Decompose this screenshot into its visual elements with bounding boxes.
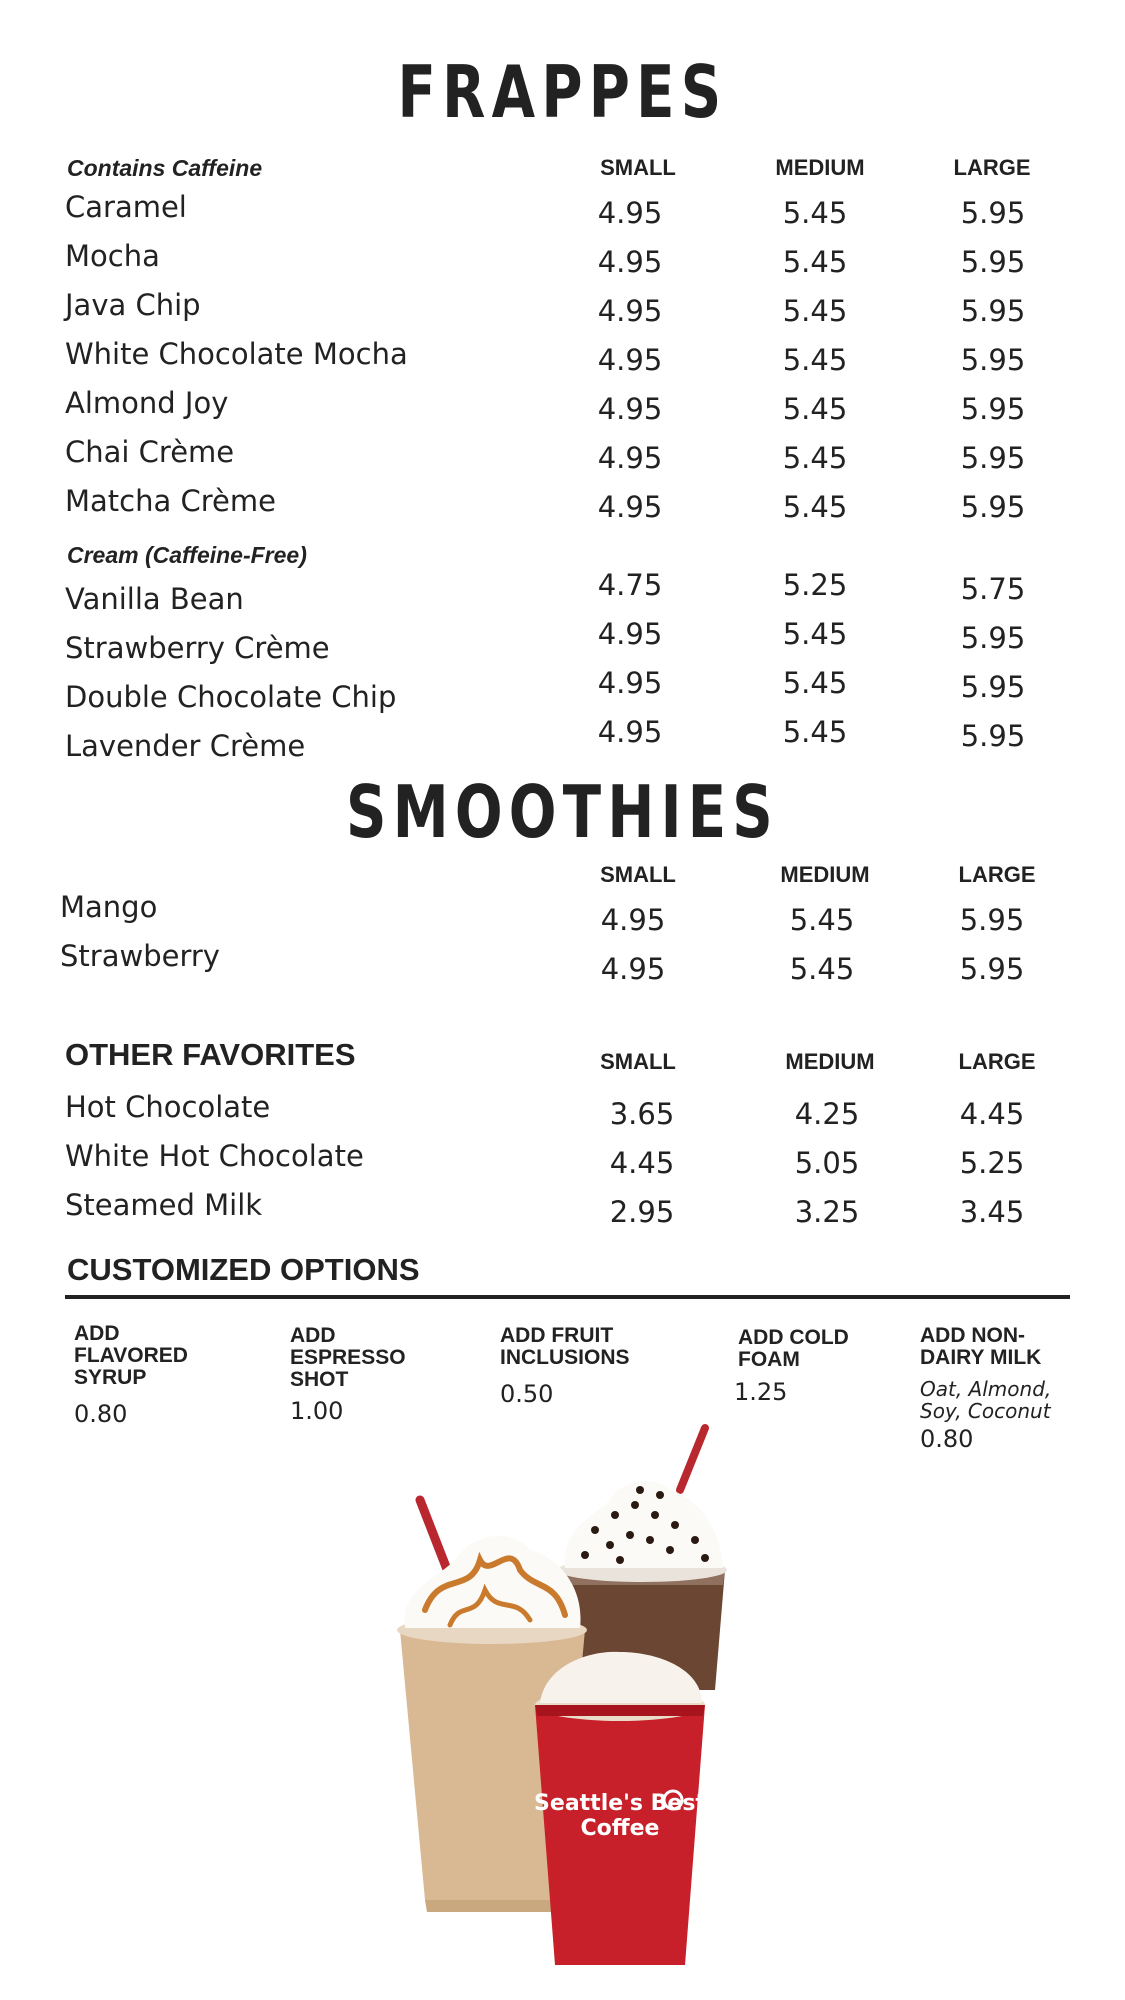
option-label: ADD FLAVORED SYRUP: [74, 1322, 188, 1389]
option-label: ADD COLD FOAM: [738, 1326, 849, 1371]
frappes-title: FRAPPES: [397, 50, 728, 134]
price-small: 4.95: [597, 490, 663, 524]
smoothies-size-medium: MEDIUM: [780, 862, 870, 887]
price-medium: 4.25: [794, 1097, 860, 1131]
price-large: 5.95: [959, 903, 1025, 937]
price-small: 4.95: [597, 441, 663, 475]
price-large: 4.45: [959, 1097, 1025, 1131]
smoothies-size-large: LARGE: [958, 862, 1036, 887]
smoothies-title: SMOOTHIES: [346, 770, 779, 854]
frappes-size-large: LARGE: [953, 155, 1031, 180]
option-price: 0.80: [74, 1400, 128, 1428]
caffeine-group-label: Contains Caffeine: [67, 155, 263, 181]
section-divider: [65, 1295, 1070, 1299]
price-medium: 5.25: [782, 568, 848, 602]
item-name: White Hot Chocolate: [65, 1139, 364, 1173]
other-favorites-title: OTHER FAVORITES: [65, 1037, 356, 1072]
option-label: ADD FRUIT INCLUSIONS: [500, 1324, 630, 1369]
other-size-medium: MEDIUM: [785, 1049, 875, 1074]
option-label: ADD NON- DAIRY MILK: [920, 1324, 1042, 1369]
option-price: 1.25: [734, 1378, 788, 1406]
cream-group-label: Cream (Caffeine-Free): [67, 542, 307, 568]
price-small: 3.65: [609, 1097, 675, 1131]
cup-logo-line1: Seattle's Best: [534, 1791, 706, 1816]
item-name: White Chocolate Mocha: [65, 337, 408, 371]
other-size-small: SMALL: [600, 1049, 676, 1074]
price-large: 5.95: [960, 294, 1026, 328]
price-small: 2.95: [609, 1195, 675, 1229]
smoothies-size-small: SMALL: [600, 862, 676, 887]
price-medium: 5.45: [789, 952, 855, 986]
price-large: 5.95: [960, 441, 1026, 475]
price-medium: 5.45: [782, 715, 848, 749]
price-large: 5.95: [960, 343, 1026, 377]
item-name: Lavender Crème: [65, 729, 306, 763]
price-medium: 5.45: [782, 666, 848, 700]
item-name: Hot Chocolate: [65, 1090, 271, 1124]
price-large: 5.95: [960, 719, 1026, 753]
price-medium: 5.45: [782, 343, 848, 377]
price-small: 4.95: [597, 294, 663, 328]
price-small: 4.95: [597, 666, 663, 700]
item-name: Steamed Milk: [65, 1188, 263, 1222]
drinks-illustration: [380, 1420, 780, 1980]
customized-options-title: CUSTOMIZED OPTIONS: [67, 1252, 420, 1287]
item-name: Mocha: [65, 239, 160, 273]
option-price: 0.80: [920, 1425, 974, 1453]
item-name: Java Chip: [65, 288, 201, 322]
price-large: 5.95: [960, 490, 1026, 524]
price-small: 4.95: [597, 617, 663, 651]
price-medium: 5.45: [782, 245, 848, 279]
other-size-large: LARGE: [958, 1049, 1036, 1074]
price-large: 5.95: [960, 245, 1026, 279]
price-large: 5.25: [959, 1146, 1025, 1180]
price-medium: 5.45: [782, 294, 848, 328]
item-name: Chai Crème: [65, 435, 235, 469]
item-name: Matcha Crème: [65, 484, 276, 518]
option-label: ADD ESPRESSO SHOT: [290, 1324, 406, 1391]
price-large: 5.95: [960, 670, 1026, 704]
item-name: Double Chocolate Chip: [65, 680, 397, 714]
price-small: 4.95: [597, 715, 663, 749]
price-small: 4.95: [600, 952, 666, 986]
option-note: Oat, Almond, Soy, Coconut: [920, 1377, 1052, 1423]
price-small: 4.95: [600, 903, 666, 937]
frappes-size-small: SMALL: [600, 155, 676, 180]
option-price: 0.50: [500, 1380, 554, 1408]
seattles-best-cup: [534, 1652, 706, 1965]
drinks-image: [380, 1420, 780, 1980]
item-name: Caramel: [65, 190, 187, 224]
price-medium: 3.25: [794, 1195, 860, 1229]
price-small: 4.95: [597, 343, 663, 377]
price-small: 4.95: [597, 196, 663, 230]
price-medium: 5.05: [794, 1146, 860, 1180]
price-small: 4.95: [597, 245, 663, 279]
price-large: 5.95: [960, 392, 1026, 426]
price-small: 4.95: [597, 392, 663, 426]
price-small: 4.75: [597, 568, 663, 602]
item-name: Mango: [60, 890, 158, 924]
option-price: 1.00: [290, 1397, 344, 1425]
item-name: Vanilla Bean: [65, 582, 244, 616]
price-medium: 5.45: [782, 617, 848, 651]
price-small: 4.45: [609, 1146, 675, 1180]
frappes-size-medium: MEDIUM: [775, 155, 865, 180]
price-large: 3.45: [959, 1195, 1025, 1229]
item-name: Strawberry Crème: [65, 631, 330, 665]
item-name: Strawberry: [60, 939, 220, 973]
price-large: 5.75: [960, 572, 1026, 606]
item-name: Almond Joy: [65, 386, 229, 420]
cup-logo-line2: Coffee: [580, 1816, 660, 1841]
price-medium: 5.45: [782, 490, 848, 524]
price-medium: 5.45: [782, 392, 848, 426]
price-large: 5.95: [960, 196, 1026, 230]
price-medium: 5.45: [789, 903, 855, 937]
price-large: 5.95: [960, 621, 1026, 655]
price-large: 5.95: [959, 952, 1025, 986]
price-medium: 5.45: [782, 196, 848, 230]
price-medium: 5.45: [782, 441, 848, 475]
